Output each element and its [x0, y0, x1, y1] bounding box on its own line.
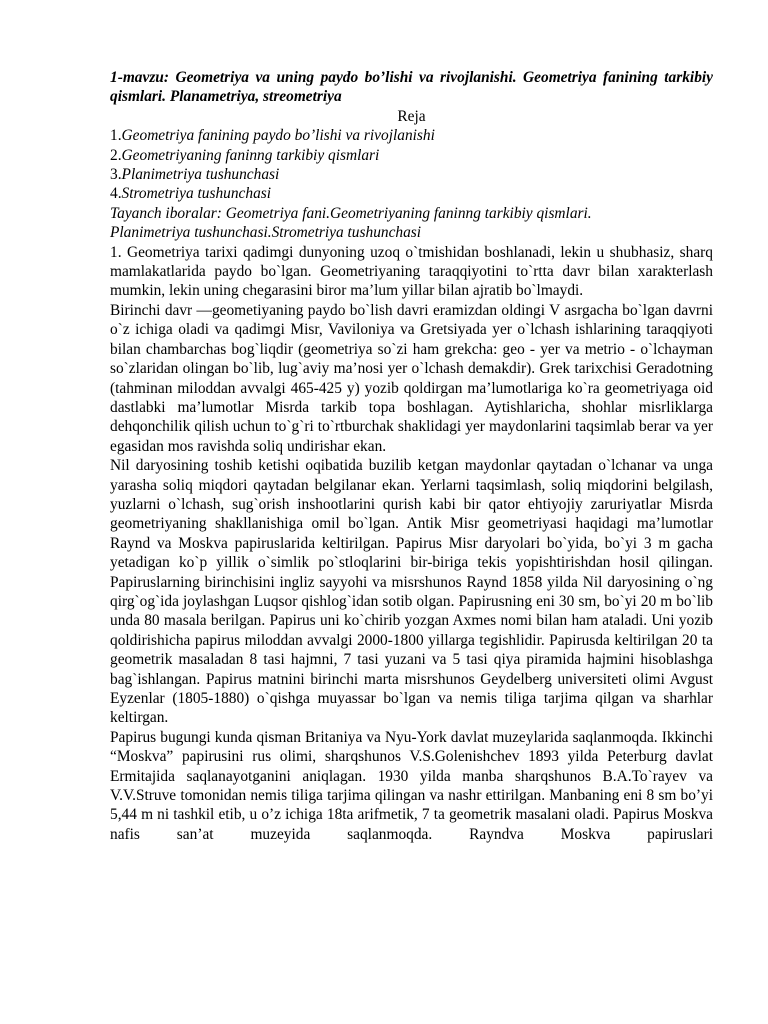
- plan-item: [110, 165, 713, 184]
- keywords-line: Planimetriya tushunchasi.Strometriya tushunchasi: [110, 224, 422, 242]
- body-paragraph: 1. Geometriya tarixi qadimgi dunyoning uzoq o`tmishidan boshlanadi, lekin u shubhasiz, sharq mamlakatlarida paydo bo`lgan. Geometriyaning taraqqiyotini to`rtta davr bilan xarakterlash mumkin, lekin uning chegarasini biror ma’lum yillar bilan ajratib bo`lmaydi.: [110, 243, 713, 300]
- plan-item-number: 2.: [110, 146, 122, 164]
- body-paragraph: Nil daryosining toshib ketishi oqibatida buzilib ketgan maydonlar qaytadan o`lchanar va unga yarasha soliq miqdori qaytadan belgilanar ekan. Yerlarni taqsimlash, soliq miqdorini belgilash, yuzlarni o`lchash, sug`orish inshootlarini qurish kabi bir qator ehtiyojiy zaruriyatlar Misrda geometriyaning shakllanishiga omil bo`lgan. Antik Misr geometriyasi haqidagi ma’lumotlar Raynd va Moskva papiruslarida keltirilgan. Papirus Misr daryolari bo`yida, bo`yi 3 m gacha yetadigan ko`p yillik o`simlik po`stloqlarini bir-biriga tekis yopishtirishdan hosil qilingan. Papiruslarning birinchisini ingliz sayyohi va misrshunos Raynd 1858 yilda Nil daryosining o`ng qirg`og`ida joylashgan Luqsor qishlog`idan sotib olgan. Papirusning eni 30 sm, bo`yi 20 m bo`lib unda 80 masala berilgan. Papirus uni ko`chirib yozgan Axmes nomi bilan ham ataladi. Uni yozib qoldirishicha papirus miloddan avvalgi 2000-1800 yillarga tegishlidir. Papirusda keltirilgan 20 ta geometrik masaladan 8 tasi hajmni, 7 tasi yuzani va 5 tasi qiya piramida hajmini hisoblashga bag`ishlangan. Papirus matnini birinchi marta misrshunos Geydelberg universiteti olimi Avgust Eyzenlar (1805-1880) o`qishga muyassar bo`lgan va nemis tiliga tarjima qilgan va sharhlar keltirgan.: [110, 457, 713, 727]
- plan-item-number: 1.: [110, 127, 122, 145]
- plan-item-text: Strometriya tushunchasi: [121, 185, 272, 203]
- plan-item: [110, 184, 713, 203]
- plan-item: [110, 146, 713, 165]
- body-paragraph: Birinchi davr —geometiyaning paydo bo`lish davri eramizdan oldingi V asrgacha bo`lgan davrni o`z ichiga oladi va qadimgi Misr, Vaviloniya va Gretsiyada yer o`lchash ishlarining taraqqiyoti bilan chambarchas bog`liqdir (geometriya so`zi ham grekcha: geo - yer va metrio - o`lchayman so`zlaridan olingan bo`lib, lug`aviy ma’nosi yer o`lchash demakdir). Grek tarixchisi Geradotning (tahminan miloddan avvalgi 465-425 y) yozib qoldirgan ma’lumotlariga ko`ra geometriyaga oid dastlabki ma’lumotlar Misrda tarkib topa boshlagan. Aytishlaricha, shohlar misrliklarga dehqonchilik qilish uchun to`g`ri to`rtburchak shaklidagi yer maydonlarini taqsimlab berar va yer egasidan mos ravishda soliq undirishar ekan.: [110, 301, 713, 455]
- plan-item-text: Geometriyaning faninng tarkibiy qismlari: [121, 146, 380, 164]
- plan-item-text: Planimetriya tushunchasi: [121, 166, 280, 184]
- plan-item-text: Geometriya fanining paydo bo’lishi va rivojlanishi: [121, 127, 435, 145]
- document-page: [110, 68, 713, 844]
- document-title: 1-mavzu: Geometriya va uning paydo bo’lishi va rivojlanishi. Geometriya fanining tarkibiy qismlari. Planametriya, streometriya: [110, 69, 713, 106]
- plan-item-number: 4.: [110, 185, 122, 203]
- plan-item: [110, 126, 713, 145]
- plan-heading: Reja: [397, 107, 426, 125]
- keywords-line: Tayanch iboralar: Geometriya fani.Geometriyaning faninng tarkibiy qismlari.: [110, 204, 592, 222]
- plan-item-number: 3.: [110, 166, 122, 184]
- body-paragraph: Papirus bugungi kunda qisman Britaniya va Nyu-York davlat muzeylarida saqlanmoqda. Ikkinchi “Moskva” papirusini rus olimi, sharqshunos V.S.Golenishchev 1893 yilda Peterburg davlat Ermitajida saqlanayotganini aniqlagan. 1930 yilda manba sharqshunos B.A.To`rayev va V.V.Struve tomonidan nemis tiliga tarjima qilingan va nashr ettirilgan. Manbaning eni 8 sm bo’yi 5,44 m ni tashkil etib, u o’z ichiga 18ta arifmetik, 7 ta geometrik masalani oladi. Papirus Moskva nafis san’at muzeyida saqlanmoqda. Rayndva Moskva papiruslari: [110, 728, 713, 843]
